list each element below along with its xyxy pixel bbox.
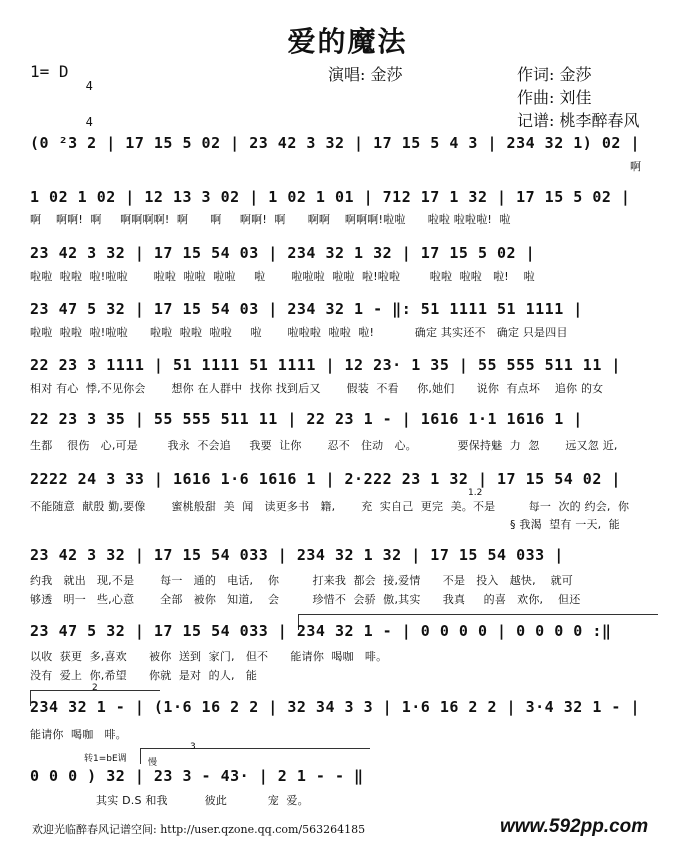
key-signature: 1= D: [30, 62, 69, 81]
lyric-row-9b: 没有 爱上 你,希望 你就 是对 的人, 能: [30, 669, 258, 682]
lyric-row-1: 啊: [630, 160, 642, 173]
score-row-3: 23 42 3 32 | 17 15 54 03 | 234 32 1 32 | 17 15 5 02 |: [30, 244, 536, 262]
key-change-note: 转1=bE调: [84, 754, 127, 764]
site-watermark: www.592pp.com: [500, 816, 649, 837]
volta-1-2: 1.2: [468, 488, 483, 498]
lyric-row-7b: § 我渴 望有 一天, 能: [510, 518, 620, 531]
lyricist-credit: 作词: 金莎: [517, 65, 592, 84]
lyric-row-5: 相对 有心 悸,不见你会 想你 在人群中 找你 找到后又 假装 不看 你,她们 说你 有点坏 追你 的女: [30, 382, 604, 395]
score-row-4: 23 47 5 32 | 17 15 54 03 | 234 32 1 - ‖: 51 1111 51 1111 |: [30, 300, 583, 318]
score-row-2: 1 02 1 02 | 12 13 3 02 | 1 02 1 01 | 712 17 1 32 | 17 15 5 02 |: [30, 188, 631, 206]
composer-credit: 作曲: 刘佳: [517, 88, 592, 107]
time-signature-top: 4: [85, 79, 93, 93]
lyric-row-4: 啦啦 啦啦 啦!啦啦 啦啦 啦啦 啦啦 啦 啦啦啦 啦啦 啦! 确定 其实还不 确定 只是四目: [30, 326, 568, 339]
tempo-marking: 慢: [148, 758, 158, 768]
footer-text: 欢迎光临醉春风记谱空间: http://user.qzone.qq.com/563264185: [32, 823, 366, 836]
lyric-row-8: 约我 就出 现,不是 每一 通的 电话, 你 打来我 都会 接,爱情 不是 投入 越快, 就可: [30, 574, 574, 587]
volta-3: 3: [190, 742, 196, 752]
singer-credit: 演唱: 金莎: [328, 65, 403, 84]
time-signature: [82, 56, 96, 140]
score-row-5: 22 23 3 1111 | 51 1111 51 1111 | 12 23· 1 35 | 55 555 511 11 |: [30, 356, 621, 374]
score-row-10: 234 32 1 - | (1·6 16 2 2 | 32 34 3 3 | 1·6 16 2 2 | 3·4 32 1 - |: [30, 698, 640, 716]
score-row-8: 23 42 3 32 | 17 15 54 033 | 234 32 1 32 | 17 15 54 033 |: [30, 546, 564, 564]
transcriber-credit: 记谱: 桃李醉春风: [517, 111, 640, 130]
score-row-9: 23 47 5 32 | 17 15 54 033 | 234 32 1 - | 0 0 0 0 | 0 0 0 0 :‖: [30, 622, 612, 640]
volta-2: 2: [92, 683, 98, 693]
lyric-row-3: 啦啦 啦啦 啦!啦啦 啦啦 啦啦 啦啦 啦 啦啦啦 啦啦 啦!啦啦 啦啦 啦啦 啦! 啦: [30, 270, 535, 283]
score-row-6: 22 23 3 35 | 55 555 511 11 | 22 23 1 - | 1616 1·1 1616 1 |: [30, 410, 583, 428]
score-row-11: 0 0 0 ) 32 | 23 3 - 43· | 2 1 - - ‖: [30, 767, 364, 785]
lyric-row-2: 啊 啊啊! 啊 啊啊啊啊! 啊 啊 啊啊! 啊 啊啊 啊啊啊!啦啦 啦啦 啦啦啦! 啦: [30, 213, 511, 226]
score-row-7: 2222 24 3 33 | 1616 1·6 1616 1 | 2·222 23 1 32 | 17 15 54 02 |: [30, 470, 621, 488]
score-row-1: (0 ²3 2 | 17 15 5 02 | 23 42 3 32 | 17 15 5 4 3 | 234 32 1) 02 |: [30, 134, 640, 152]
time-signature-bottom: 4: [85, 115, 93, 129]
lyric-row-7: 不能随意 献殷 勤,要像 蜜桃般甜 美 闻 读更多书 籍, 充 实自己 更完 美。不是 每一 次的 约会, 你: [30, 500, 630, 513]
lyric-row-11: 其实 D.S 和我 彼此 宠 爱。: [96, 794, 309, 807]
lyric-row-6: 生都 很伤 心,可是 我永 不会追 我要 让你 忍不 住动 心。 要保持魅 力 忽 远又忽 近,: [30, 439, 618, 452]
lyric-row-9: 以收 获更 多,喜欢 被你 送到 家门, 但不 能请你 喝咖 啡。: [30, 650, 388, 663]
lyric-row-10: 能请你 喝咖 啡。: [30, 728, 127, 741]
lyric-row-8b: 够透 明一 些,心意 全部 被你 知道, 会 珍惜不 会骄 傲,其实 我真 的喜 欢你, 但还: [30, 593, 581, 606]
song-title: 爱的魔法: [287, 25, 408, 58]
